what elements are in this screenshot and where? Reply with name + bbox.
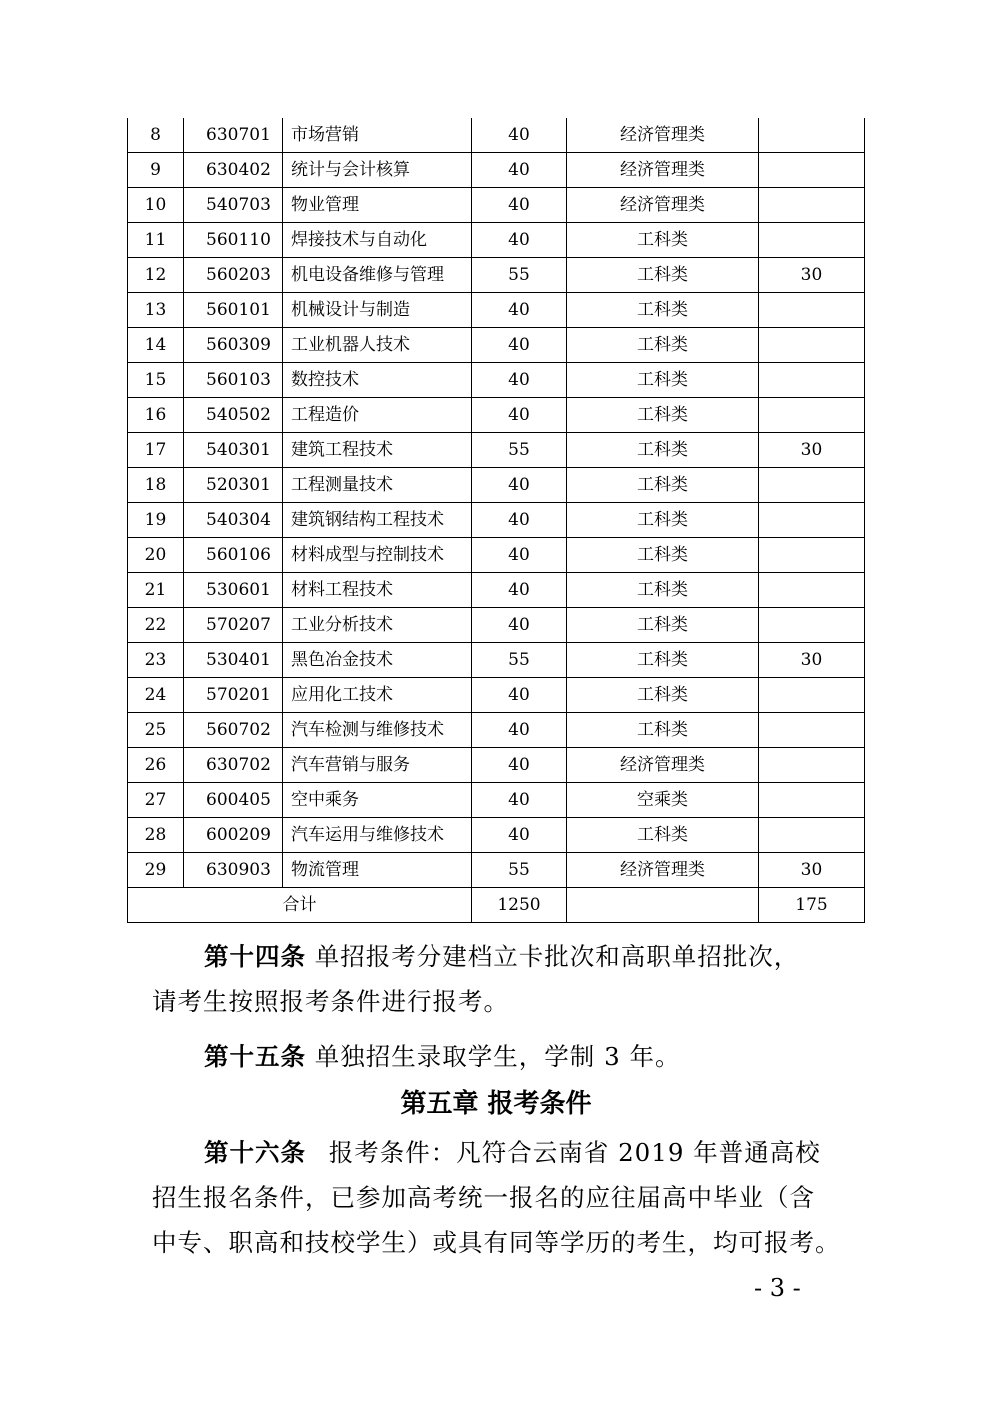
- article-16-text-2: 招生报名条件，已参加高考统一报名的应往届高中毕业（含: [152, 1183, 815, 1212]
- extra-count-cell: [759, 713, 865, 748]
- row-index-cell: 11: [128, 223, 184, 258]
- major-name-cell: 机电设备维修与管理: [283, 258, 472, 293]
- extra-count-cell: [759, 293, 865, 328]
- row-index-cell: 29: [128, 853, 184, 888]
- table-row: [128, 573, 865, 608]
- major-code-cell: 630903: [184, 853, 283, 888]
- major-name-cell: 建筑钢结构工程技术: [283, 503, 472, 538]
- major-code-cell: 560110: [184, 223, 283, 258]
- major-name-cell: 焊接技术与自动化: [283, 223, 472, 258]
- table-row: [128, 783, 865, 818]
- plan-count-cell: 40: [472, 398, 567, 433]
- row-index-cell: 8: [128, 118, 184, 153]
- category-cell: 工科类: [567, 573, 759, 608]
- extra-count-cell: [759, 153, 865, 188]
- category-cell: 经济管理类: [567, 188, 759, 223]
- plan-count-cell: 40: [472, 468, 567, 503]
- article-16-title: 第十六条: [204, 1138, 306, 1167]
- extra-count-cell: [759, 223, 865, 258]
- row-index-cell: 27: [128, 783, 184, 818]
- table-row: [128, 503, 865, 538]
- category-cell: 工科类: [567, 538, 759, 573]
- extra-count-cell: [759, 188, 865, 223]
- table-row: [128, 853, 865, 888]
- major-code-cell: 600405: [184, 783, 283, 818]
- major-name-cell: 机械设计与制造: [283, 293, 472, 328]
- article-16-text-3: 中专、职高和技校学生）或具有同等学历的考生，均可报考。: [152, 1228, 841, 1257]
- major-code-cell: 630701: [184, 118, 283, 153]
- major-code-cell: 560106: [184, 538, 283, 573]
- row-index-cell: 17: [128, 433, 184, 468]
- row-index-cell: 10: [128, 188, 184, 223]
- major-code-cell: 520301: [184, 468, 283, 503]
- row-index-cell: 18: [128, 468, 184, 503]
- article-16-line-1: [152, 1130, 852, 1175]
- extra-count-cell: [759, 118, 865, 153]
- major-name-cell: 物流管理: [283, 853, 472, 888]
- article-15-text: 单独招生录取学生，学制 3 年。: [314, 1042, 681, 1071]
- table-row: [128, 363, 865, 398]
- table-row: [128, 118, 865, 153]
- category-cell: 经济管理类: [567, 153, 759, 188]
- category-cell: 工科类: [567, 223, 759, 258]
- major-code-cell: 560203: [184, 258, 283, 293]
- major-name-cell: 应用化工技术: [283, 678, 472, 713]
- table-row: [128, 258, 865, 293]
- category-cell: 经济管理类: [567, 118, 759, 153]
- extra-count-cell: [759, 398, 865, 433]
- plan-count-cell: 40: [472, 363, 567, 398]
- category-cell: 工科类: [567, 678, 759, 713]
- article-14: [152, 934, 852, 1024]
- category-cell: 经济管理类: [567, 748, 759, 783]
- major-name-cell: 工程造价: [283, 398, 472, 433]
- major-name-cell: 工业机器人技术: [283, 328, 472, 363]
- extra-count-cell: 30: [759, 258, 865, 293]
- article-14-title: 第十四条: [204, 942, 306, 971]
- category-cell: 工科类: [567, 258, 759, 293]
- major-code-cell: 600209: [184, 818, 283, 853]
- plan-count-cell: 40: [472, 573, 567, 608]
- category-cell: 工科类: [567, 818, 759, 853]
- table-row: [128, 328, 865, 363]
- extra-count-cell: [759, 363, 865, 398]
- major-name-cell: 汽车营销与服务: [283, 748, 472, 783]
- major-code-cell: 530401: [184, 643, 283, 678]
- extra-count-cell: [759, 783, 865, 818]
- article-15: [152, 1034, 852, 1079]
- category-cell: 工科类: [567, 363, 759, 398]
- total-row: [128, 888, 865, 923]
- total-extra: 175: [759, 888, 865, 923]
- plan-count-cell: 40: [472, 713, 567, 748]
- major-code-cell: 560309: [184, 328, 283, 363]
- table-row: [128, 608, 865, 643]
- major-code-cell: 530601: [184, 573, 283, 608]
- major-code-cell: 560101: [184, 293, 283, 328]
- major-code-cell: 540304: [184, 503, 283, 538]
- article-15-title: 第十五条: [204, 1042, 306, 1071]
- row-index-cell: 25: [128, 713, 184, 748]
- major-code-cell: 630402: [184, 153, 283, 188]
- row-index-cell: 26: [128, 748, 184, 783]
- major-name-cell: 工程测量技术: [283, 468, 472, 503]
- major-code-cell: 540502: [184, 398, 283, 433]
- table-row: [128, 678, 865, 713]
- extra-count-cell: 30: [759, 643, 865, 678]
- major-name-cell: 汽车运用与维修技术: [283, 818, 472, 853]
- extra-count-cell: [759, 748, 865, 783]
- row-index-cell: 15: [128, 363, 184, 398]
- article-16-text-1: 报考条件：凡符合云南省 2019 年普通高校: [328, 1138, 821, 1167]
- total-category-empty: [567, 888, 759, 923]
- plan-count-cell: 55: [472, 643, 567, 678]
- majors-table: [127, 118, 865, 923]
- major-name-cell: 物业管理: [283, 188, 472, 223]
- table-row: [128, 153, 865, 188]
- category-cell: 工科类: [567, 398, 759, 433]
- major-code-cell: 630702: [184, 748, 283, 783]
- plan-count-cell: 40: [472, 678, 567, 713]
- row-index-cell: 16: [128, 398, 184, 433]
- table-row: [128, 818, 865, 853]
- extra-count-cell: [759, 818, 865, 853]
- table-row: [128, 643, 865, 678]
- plan-count-cell: 40: [472, 293, 567, 328]
- row-index-cell: 13: [128, 293, 184, 328]
- article-14-text-1: 单招报考分建档立卡批次和高职单招批次，: [314, 942, 800, 971]
- major-name-cell: 空中乘务: [283, 783, 472, 818]
- major-name-cell: 汽车检测与维修技术: [283, 713, 472, 748]
- major-name-cell: 黑色冶金技术: [283, 643, 472, 678]
- plan-count-cell: 40: [472, 538, 567, 573]
- table-row: [128, 398, 865, 433]
- major-name-cell: 材料工程技术: [283, 573, 472, 608]
- category-cell: 工科类: [567, 293, 759, 328]
- category-cell: 工科类: [567, 503, 759, 538]
- row-index-cell: 23: [128, 643, 184, 678]
- major-name-cell: 数控技术: [283, 363, 472, 398]
- plan-count-cell: 40: [472, 223, 567, 258]
- plan-count-cell: 40: [472, 188, 567, 223]
- category-cell: 工科类: [567, 608, 759, 643]
- major-code-cell: 560103: [184, 363, 283, 398]
- extra-count-cell: [759, 328, 865, 363]
- extra-count-cell: [759, 678, 865, 713]
- row-index-cell: 21: [128, 573, 184, 608]
- extra-count-cell: [759, 573, 865, 608]
- article-14-text-2: 请考生按照报考条件进行报考。: [152, 987, 509, 1016]
- table-row: [128, 293, 865, 328]
- plan-count-cell: 40: [472, 818, 567, 853]
- major-code-cell: 570207: [184, 608, 283, 643]
- major-name-cell: 工业分析技术: [283, 608, 472, 643]
- major-code-cell: 540301: [184, 433, 283, 468]
- extra-count-cell: [759, 503, 865, 538]
- major-name-cell: 市场营销: [283, 118, 472, 153]
- major-code-cell: 540703: [184, 188, 283, 223]
- table-row: [128, 713, 865, 748]
- extra-count-cell: 30: [759, 433, 865, 468]
- plan-count-cell: 40: [472, 118, 567, 153]
- category-cell: 工科类: [567, 713, 759, 748]
- plan-count-cell: 55: [472, 853, 567, 888]
- table-row: [128, 223, 865, 258]
- category-cell: 空乘类: [567, 783, 759, 818]
- extra-count-cell: [759, 608, 865, 643]
- row-index-cell: 24: [128, 678, 184, 713]
- plan-count-cell: 40: [472, 608, 567, 643]
- major-code-cell: 570201: [184, 678, 283, 713]
- plan-count-cell: 40: [472, 783, 567, 818]
- table-row: [128, 188, 865, 223]
- category-cell: 工科类: [567, 328, 759, 363]
- plan-count-cell: 55: [472, 433, 567, 468]
- row-index-cell: 14: [128, 328, 184, 363]
- category-cell: 工科类: [567, 468, 759, 503]
- table-row: [128, 433, 865, 468]
- major-name-cell: 建筑工程技术: [283, 433, 472, 468]
- article-16: [152, 1130, 852, 1265]
- total-label: 合计: [128, 888, 472, 923]
- major-name-cell: 统计与会计核算: [283, 153, 472, 188]
- category-cell: 工科类: [567, 433, 759, 468]
- page-number: - 3 -: [754, 1274, 801, 1302]
- chapter-heading: 第五章 报考条件: [400, 1089, 592, 1119]
- article-15-line: [152, 1034, 852, 1079]
- major-code-cell: 560702: [184, 713, 283, 748]
- row-index-cell: 12: [128, 258, 184, 293]
- total-plan: 1250: [472, 888, 567, 923]
- category-cell: 工科类: [567, 643, 759, 678]
- row-index-cell: 9: [128, 153, 184, 188]
- table-row: [128, 538, 865, 573]
- row-index-cell: 28: [128, 818, 184, 853]
- table-row: [128, 468, 865, 503]
- majors-table-body: [128, 118, 865, 888]
- row-index-cell: 19: [128, 503, 184, 538]
- category-cell: 经济管理类: [567, 853, 759, 888]
- table-row: [128, 748, 865, 783]
- extra-count-cell: [759, 538, 865, 573]
- article-14-line-1: [152, 934, 852, 979]
- plan-count-cell: 55: [472, 258, 567, 293]
- extra-count-cell: 30: [759, 853, 865, 888]
- row-index-cell: 20: [128, 538, 184, 573]
- plan-count-cell: 40: [472, 153, 567, 188]
- major-name-cell: 材料成型与控制技术: [283, 538, 472, 573]
- extra-count-cell: [759, 468, 865, 503]
- row-index-cell: 22: [128, 608, 184, 643]
- plan-count-cell: 40: [472, 503, 567, 538]
- plan-count-cell: 40: [472, 328, 567, 363]
- plan-count-cell: 40: [472, 748, 567, 783]
